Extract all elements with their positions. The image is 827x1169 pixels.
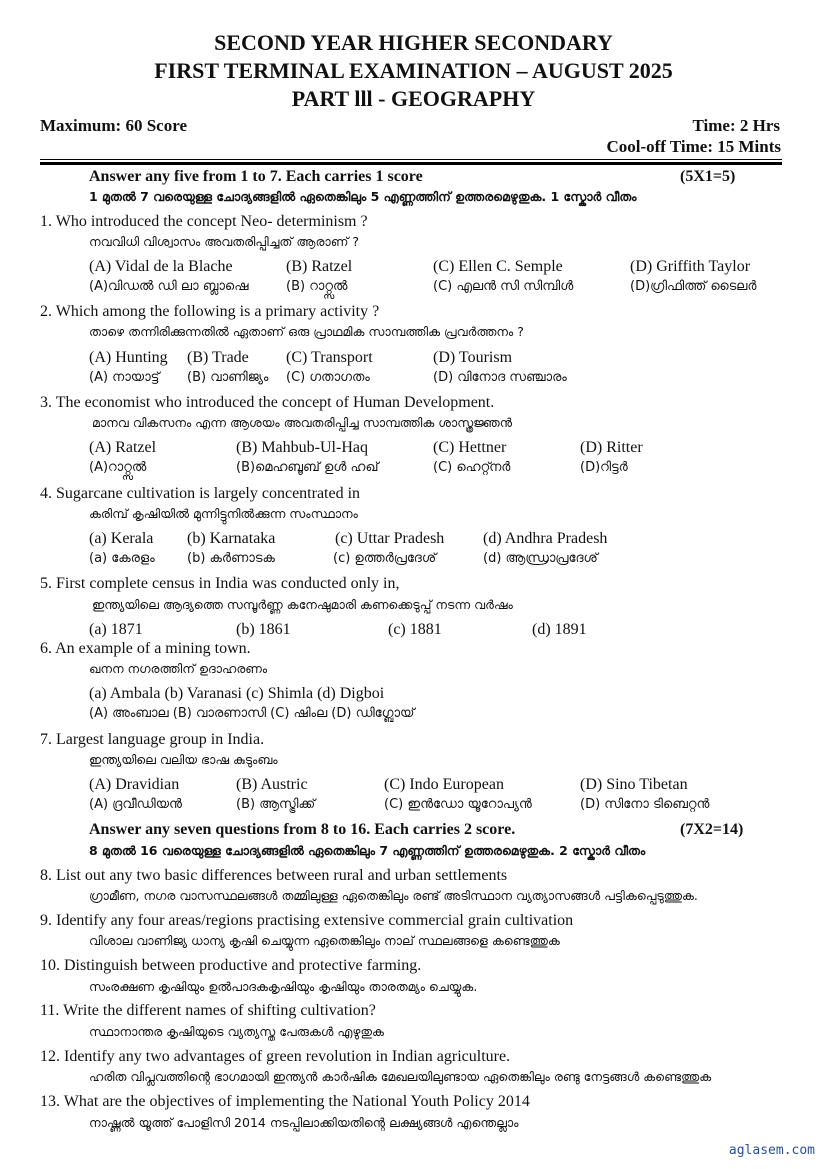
option-b-ml: (B) ആസ്ട്രിക്ക് — [236, 797, 316, 812]
question-text-ml: കരിമ്പ് കൃഷിയിൽ മുന്നിട്ടുനിൽക്കുന്ന സംസ്ഥാനം — [89, 506, 358, 521]
maximum-score: Maximum: 60 Score — [40, 116, 187, 135]
option-d: (D) Sino Tibetan — [580, 776, 688, 793]
option-d-ml: (d) ആന്ധ്രാപ്രദേശ് — [483, 551, 598, 566]
option-a-ml: (A) ദ്രവീഡിയൻ — [89, 797, 182, 812]
question-text-ml: മാനവ വികസനം എന്ന ആശയം അവതരിപ്പിച്ച സാമ്പത്തിക ശാസ്ത്രജ്ഞൻ — [92, 415, 513, 430]
option-a: (A) Vidal de la Blache — [89, 258, 233, 275]
question-text: 12. Identify any two advantages of green revolution in Indian agriculture. — [40, 1048, 511, 1065]
option-b: (B) Trade — [187, 349, 249, 366]
question-text: 1. Who introduced the concept Neo- determinism ? — [40, 213, 368, 230]
cool-off-time: Cool-off Time: 15 Mints — [606, 137, 781, 156]
section-instruction-ml: 1 മുതൽ 7 വരെയുള്ള ചോദ്യങ്ങളിൽ ഏതെങ്കിലും 5 എണ്ണത്തിന് ഉത്തരമെഴുതുക. 1 സ്കോർ വീതം — [89, 189, 637, 204]
question-text-ml: ഖനന നഗരത്തിന് ഉദാഹരണം — [89, 661, 268, 676]
section-marks: (7X2=14) — [680, 821, 744, 838]
question-text-ml: സ്ഥാനാന്തര കൃഷിയുടെ വ്യത്യസ്ത പേരുകൾ എഴുതുക — [89, 1024, 384, 1039]
option-a: (a) 1871 — [89, 621, 143, 638]
option-c: (c) 1881 — [388, 621, 442, 638]
option-b-ml: (B) റാറ്റ്സൽ — [286, 279, 348, 294]
question-text-ml: ഇന്ത്യയിലെ ആദ്യത്തെ സമ്പൂർണ്ണ കനേഷുമാരി കണക്കെടുപ്പ് നടന്ന വർഷം — [92, 597, 513, 612]
question-text: 10. Distinguish between productive and protective farming. — [40, 957, 422, 974]
option-d: (D) Ritter — [580, 439, 643, 456]
time-allowed: Time: 2 Hrs — [692, 116, 780, 135]
question-text-ml: ഗ്രാമീണ, നഗര വാസസ്ഥലങ്ങൾ തമ്മിലുള്ള ഏതെങ്കിലും രണ്ട് അടിസ്ഥാന വ്യത്യാസങ്ങൾ പട്ടികപ്പെടുത്തുക. — [89, 888, 698, 903]
question-text-ml: സംരക്ഷണ കൃഷിയും ഉൽപാദകകൃഷിയും കൃഷിയും താരതമ്യം ചെയ്യുക. — [89, 979, 478, 994]
option-a: (a) Kerala — [89, 530, 154, 547]
option-d-ml: (D) വിനോദ സഞ്ചാരം — [433, 370, 567, 385]
question-text-ml: നാഷ്ണൽ യൂത്ത് പോളിസി 2014 നടപ്പിലാക്കിയതിന്റെ ലക്ഷ്യങ്ങൾ എന്തെല്ലാം — [89, 1115, 519, 1130]
option-c-ml: (C) ഇൻഡോ യൂറോപ്യൻ — [384, 797, 532, 812]
section-instruction: Answer any five from 1 to 7. Each carries 1 score — [89, 168, 423, 185]
option-a-ml: (a) കേരളം — [89, 551, 155, 566]
option-a-ml: (A)വിഡൽ ഡി ലാ ബ്ലാഷെ — [89, 279, 249, 294]
question-text: 4. Sugarcane cultivation is largely concentrated in — [40, 485, 361, 502]
header-divider — [40, 159, 782, 160]
option-c: (C) Transport — [286, 349, 373, 366]
option-a: (A) Dravidian — [89, 776, 180, 793]
question-text: 11. Write the different names of shifting cultivation? — [40, 1002, 376, 1019]
options-line: (a) Ambala (b) Varanasi (c) Shimla (d) Digboi — [89, 685, 385, 702]
section-instruction: Answer any seven questions from 8 to 16. Each carries 2 score. — [89, 821, 516, 838]
option-d-ml: (D)ഗ്രിഫിത്ത് ടൈലർ — [630, 279, 757, 294]
question-text-ml: താഴെ തന്നിരിക്കുന്നതിൽ ഏതാണ് ഒരു പ്രാഥമിക സാമ്പത്തിക പ്രവർത്തനം ? — [89, 324, 524, 339]
option-c: (C) Hettner — [433, 439, 507, 456]
question-text-ml: നവവിധി വിശ്വാസം അവതരിപ്പിച്ചത് ആരാണ് ? — [89, 234, 360, 249]
section-instruction-ml: 8 മുതൽ 16 വരെയുള്ള ചോദ്യങ്ങളിൽ ഏതെങ്കിലും 7 എണ്ണത്തിന് ഉത്തരമെഴുതുക. 2 സ്കോർ വീതം — [89, 843, 646, 858]
option-c-ml: (C) ഗതാഗതം — [286, 370, 370, 385]
title-line-1: SECOND YEAR HIGHER SECONDARY — [214, 30, 613, 55]
option-b-ml: (b) കർണാടക — [187, 551, 275, 566]
option-c: (C) Indo European — [384, 776, 504, 793]
question-text: 13. What are the objectives of implementing the National Youth Policy 2014 — [40, 1093, 530, 1110]
section-marks: (5X1=5) — [680, 168, 736, 185]
option-b: (B) Mahbub-Ul-Haq — [236, 439, 368, 456]
option-b: (B) Ratzel — [286, 258, 353, 275]
option-b-ml: (B) വാണിജ്യം — [187, 370, 269, 385]
option-c: (C) Ellen C. Semple — [433, 258, 563, 275]
question-text-ml: ഇന്ത്യയിലെ വലിയ ഭാഷ കുടുംബം — [89, 752, 278, 767]
question-text: 8. List out any two basic differences between rural and urban settlements — [40, 867, 508, 884]
option-c: (c) Uttar Pradesh — [335, 530, 445, 547]
option-a: (A) Hunting — [89, 349, 168, 366]
option-d-ml: (D) സിനോ ടിബെറ്റൻ — [580, 797, 710, 812]
option-a-ml: (A)റാറ്റ്സൽ — [89, 460, 147, 475]
option-b: (b) 1861 — [236, 621, 291, 638]
question-text: 2. Which among the following is a primary activity ? — [40, 303, 380, 320]
question-text-ml: ഹരിത വിപ്ലവത്തിന്റെ ഭാഗമായി ഇന്ത്യൻ കാർഷിക മേഖലയിലുണ്ടായ ഏതെങ്കിലും രണ്ടു നേട്ടങ്ങൾ കണ്ടെത്തുക — [89, 1069, 712, 1084]
option-c-ml: (C) എലൻ സി സിമ്പിൾ — [433, 279, 574, 294]
watermark: aglasem.com — [728, 1143, 815, 1158]
option-c-ml: (C) ഹെറ്റ്നർ — [433, 460, 511, 475]
title-line-2: FIRST TERMINAL EXAMINATION – AUGUST 2025 — [154, 58, 673, 83]
option-d: (D) Griffith Taylor — [630, 258, 751, 275]
option-a: (A) Ratzel — [89, 439, 157, 456]
option-d: (D) Tourism — [433, 349, 513, 366]
option-d-ml: (D)റിട്ടർ — [580, 460, 628, 475]
question-text-ml: വിശാല വാണിജ്യ ധാന്യ കൃഷി ചെയ്യുന്ന ഏതെങ്കിലും നാല് സ്ഥലങ്ങളെ കണ്ടെത്തുക — [89, 933, 560, 948]
question-text: 6. An example of a mining town. — [40, 640, 251, 657]
options-line-ml: (A) അംബാല (B) വാരണാസി (C) ഷിംല (D) ഡിഗ്ബോയ് — [89, 706, 415, 721]
option-b-ml: (B)മെഹബൂബ് ഉൾ ഹഖ് — [236, 460, 379, 475]
question-text: 9. Identify any four areas/regions practising extensive commercial grain cultivation — [40, 912, 574, 929]
option-a-ml: (A) നായാട്ട് — [89, 370, 160, 385]
option-d: (d) 1891 — [532, 621, 587, 638]
header-divider-thick — [40, 162, 782, 165]
option-b: (B) Austric — [236, 776, 308, 793]
option-d: (d) Andhra Pradesh — [483, 530, 608, 547]
question-text: 5. First complete census in India was conducted only in, — [40, 575, 400, 592]
option-b: (b) Karnataka — [187, 530, 276, 547]
question-text: 3. The economist who introduced the concept of Human Development. — [40, 394, 495, 411]
option-c-ml: (c) ഉത്തർപ്രദേശ് — [333, 551, 437, 566]
question-text: 7. Largest language group in India. — [40, 731, 265, 748]
title-line-3: PART lll - GEOGRAPHY — [291, 86, 536, 111]
